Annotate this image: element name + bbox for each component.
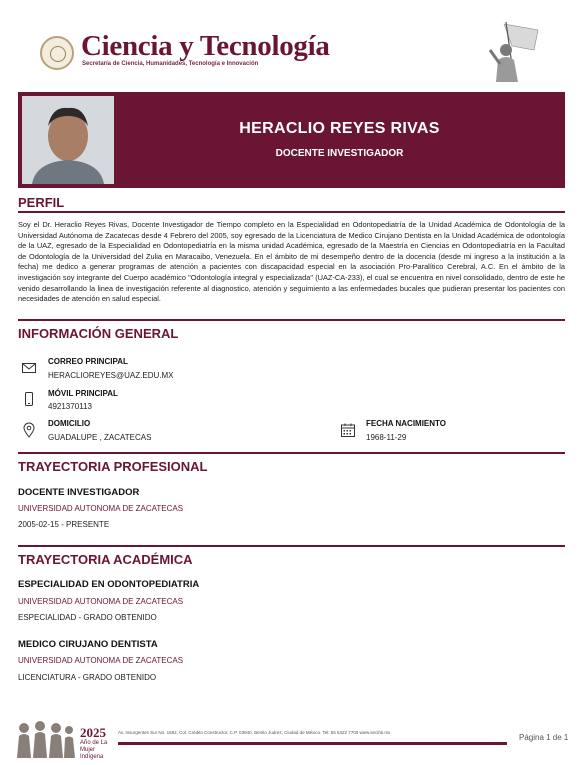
birthdate-value: 1968-11-29 [366,433,407,442]
degree-status: LICENCIATURA - GRADO OBTENIDO [18,673,157,682]
degree-institution: UNIVERSIDAD AUTONOMA DE ZACATECAS [18,656,184,665]
address-label: DOMICILIO [48,419,91,428]
section-title-info: INFORMACIÓN GENERAL [18,326,179,341]
location-pin-icon [21,422,37,438]
mobile-phone-icon [21,391,37,407]
mail-icon [21,360,37,376]
section-title-trayectoria-profesional: TRAYECTORIA PROFESIONAL [18,459,208,474]
phone-value[interactable]: 4921370113 [48,402,92,411]
degree-institution: UNIVERSIDAD AUTONOMA DE ZACATECAS [18,597,184,606]
section-divider [18,211,565,213]
section-divider [18,452,565,454]
degree-title: MEDICO CIRUJANO DENTISTA [18,639,158,650]
degree-status: ESPECIALIDAD - GRADO OBTENIDO [18,613,157,622]
profile-name: HERACLIO REYES RIVAS [239,120,440,137]
section-divider [18,545,565,547]
brand-title: Ciencia y Tecnología [81,30,330,62]
profile-role: DOCENTE INVESTIGADOR [275,148,404,159]
footer-address: Av. Insurgentes Sur No. 1582, Col. Crédito Constructor, C.P. 03940, Benito Juárez, Ciudad de México. Tel: 55 5322 7700 www.secihti.mx [118,730,391,735]
calendar-icon [340,422,356,438]
address-value: GUADALUPE , ZACATECAS [48,433,152,442]
birthdate-label: FECHA NACIMIENTO [366,419,446,428]
position-title: DOCENTE INVESTIGADOR [18,487,140,498]
footer-year-caption: Año de La Mujer Indígena [80,740,108,760]
page-number: Página 1 de 1 [519,733,569,742]
footer-year: 2025 [80,725,106,740]
email-value[interactable]: HERACLIOREYES@UAZ.EDU.MX [48,371,174,380]
women-figures-illustration [14,718,76,758]
position-period: 2005-02-15 - PRESENTE [18,520,110,529]
section-title-trayectoria-academica: TRAYECTORIA ACADÉMICA [18,552,193,567]
brand-subtitle: Secretaría de Ciencia, Humanidades, Tecnología e Innovación [82,61,259,67]
profile-summary: Soy el Dr. Heraclio Reyes Rivas, Docente Investigador de Tiempo completo en la Especialidad en Odontopediatría de la Unidad Académica de Odontología de la Universidad Autónoma de Zacatecas desde 4 Febrero del 2005, soy egresado de la Licenciatura de Medico Cirujano Dentista en la Unidad Académica de odontología de la UAZ, egresado de la Especialidad en Odontopediatría en la misma unidad Académica, egresado de la Maestría en Ciencias en Odontopediatría en la Facultad de Odontología de la Universidad del Zulia en Maracaibo, Venezuela. En el ámbito de mi desempeño dentro de la docencia (desde mi ingreso a la institución a la fecha) me dedico a generar programas de atención a pacientes con discapacidad especial en la asociación Pro-Paralítico Cerebral, A.C. En el ámbito de la investigación soy integrante del Cuerpo académico "Odontología integral y especializada" (UAZ-CA-233), el cual se encuentra en nivel consolidado, dentro de este he venido desarrollando la linea de investigación referente al diagnostico, atención y seguimiento a las enfermedades bucales que pudieran presentar los pacientes con necesidades de atención en salud especial. [18,220,565,304]
section-divider [18,319,565,321]
flag-figure-illustration [484,20,542,82]
government-seal-logo [40,36,74,70]
degree-title: ESPECIALIDAD EN ODONTOPEDIATRIA [18,579,200,590]
phone-label: MÓVIL PRINCIPAL [48,389,118,398]
email-label: CORREO PRINCIPAL [48,357,128,366]
footer-divider [118,742,507,745]
position-institution: UNIVERSIDAD AUTONOMA DE ZACATECAS [18,504,184,513]
section-title-perfil: PERFIL [18,195,65,210]
profile-photo [22,96,114,184]
